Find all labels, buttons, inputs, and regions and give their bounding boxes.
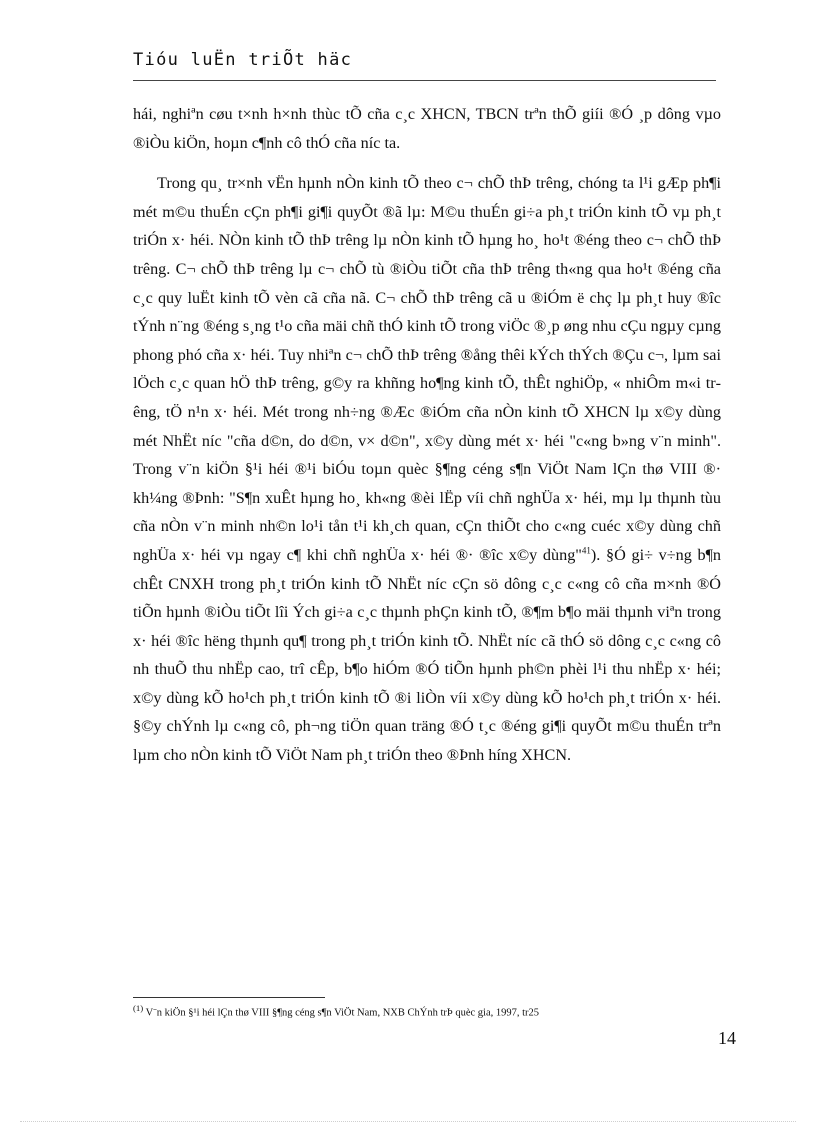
page-bottom-edge	[20, 1121, 796, 1122]
footnote-text: V¨n kiÖn §¹i héi lÇn thø VIII §¶ng céng s¶n ViÖt Nam, NXB ChÝnh trÞ quèc gia, 1997, tr25	[143, 1007, 540, 1019]
paragraph-1: hái, nghiªn cøu t×nh h×nh thùc tÕ cña c¸c XHCN, TBCN trªn thÕ giíi ®Ó ¸p dông vµo ®iÒu kiÖn, hoµn c¶nh cô thÓ cña níc ta.	[133, 105, 721, 152]
header-rule	[133, 80, 716, 81]
footnote	[133, 1003, 693, 1019]
footnote-marker: (1)	[133, 1003, 144, 1013]
page-number: 14	[718, 1028, 736, 1048]
paragraph-2-text: Trong qu¸ tr×nh vËn hµnh nÒn kinh tÕ theo c¬ chÕ thÞ trêng, chóng ta l¹i gÆp ph¶i mét m©u thuÉn cÇn ph¶i gi¶i quyÕt ®ã lµ: M©u thuÉn gi÷a ph¸t triÓn kinh tÕ vµ ph¸t triÓn x· héi. NÒn kinh tÕ thÞ trêng lµ nÒn kinh tÕ hµng ho¸ ho¹t ®éng theo c¬ chÕ thÞ trêng. C¬ chÕ thÞ trêng lµ c¬ chÕ tù ®iÒu tiÕt cña thÞ trêng th«ng qua ho¹t ®éng cña c¸c quy luËt kinh tÕ vèn cã cña nã. C¬ chÕ thÞ trêng cã u ®iÓm ë chç lµ ph¸t huy ®îc tÝnh n¨ng ®éng s¸ng t¹o cña mäi chñ thÓ kinh tÕ trong viÖc ®¸p øng nhu cÇu ngµy cµng phong phó cña x· héi. Tuy nhiªn c¬ chÕ thÞ trêng ®ång thêi kÝch thÝch ®Çu c¬, lµm sai lÖch c¸c quan hÖ thÞ trêng, g©y ra khñng ho¶ng kinh tÕ, thÊt nghiÖp, « nhiÔm m«i trêng, tÖ n¹n x· héi. Mét trong nh÷ng ®Æc ®iÓm cña nÒn kinh tÕ XHCN lµ x©y dùng mét NhËt níc "cña d©n, do d©n, v× d©n", x©y dùng mét x· héi "c«ng b»ng v¨n minh". Trong v¨n kiÖn §¹i héi ®¹i biÓu toµn quèc §¶ng céng s¶n ViÖt Nam lÇn thø VIII ®· kh¼ng ®Þnh: "S¶n xuÊt hµng ho¸ kh«ng ®èi lËp víi chñ nghÜa x· héi, mµ lµ thµnh tùu cña nÒn v¨n minh nh©n lo¹i tån t¹i kh¸ch quan, cÇn thiÕt cho c«ng cuéc x©y dùng chñ nghÜa x· héi vµ ngay c¶ khi chñ nghÜa x· héi ®· ®îc x©y dùng"	[133, 174, 721, 564]
paragraph-2-continuation: ). §Ó gi÷ v÷ng b¶n chÊt CNXH trong ph¸t triÓn kinh tÕ NhËt níc cÇn sö dông c¸c c«ng cô cña m×nh ®Ó tiÕn hµnh ®iÒu tiÕt lîi Ých gi÷a c¸c thµnh phÇn kinh tÕ, ®¶m b¶o mäi thµnh viªn trong x· héi ®îc hëng thµnh qu¶ trong ph¸t triÓn kinh tÕ. NhËt níc cã thÓ sö dông c¸c c«ng cô nh thuÕ thu nhËp cao, trî cÊp, b¶o hiÓm ®Ó tiÕn hµnh ph©n phèi l¹i thu nhËp x· héi; x©y dùng kÕ ho¹ch ph¸t triÓn kinh tÕ ®i liÒn víi x©y dùng kÕ ho¹ch ph¸t triÓn x· héi. §©y chÝnh lµ c«ng cô, ph¬ng tiÖn quan träng ®Ó t¸c ®éng gi¶i quyÕt m©u thuÉn trªn lµm cho nÒn kinh tÕ ViÖt Nam ph¸t triÓn theo ®Þnh híng XHCN.	[133, 545, 721, 765]
footnote-reference: 41	[581, 545, 591, 556]
body-text	[133, 100, 721, 770]
footnote-rule	[133, 997, 325, 998]
paragraph-2	[133, 169, 721, 769]
running-header: Tióu luËn triÕt häc	[133, 50, 353, 70]
